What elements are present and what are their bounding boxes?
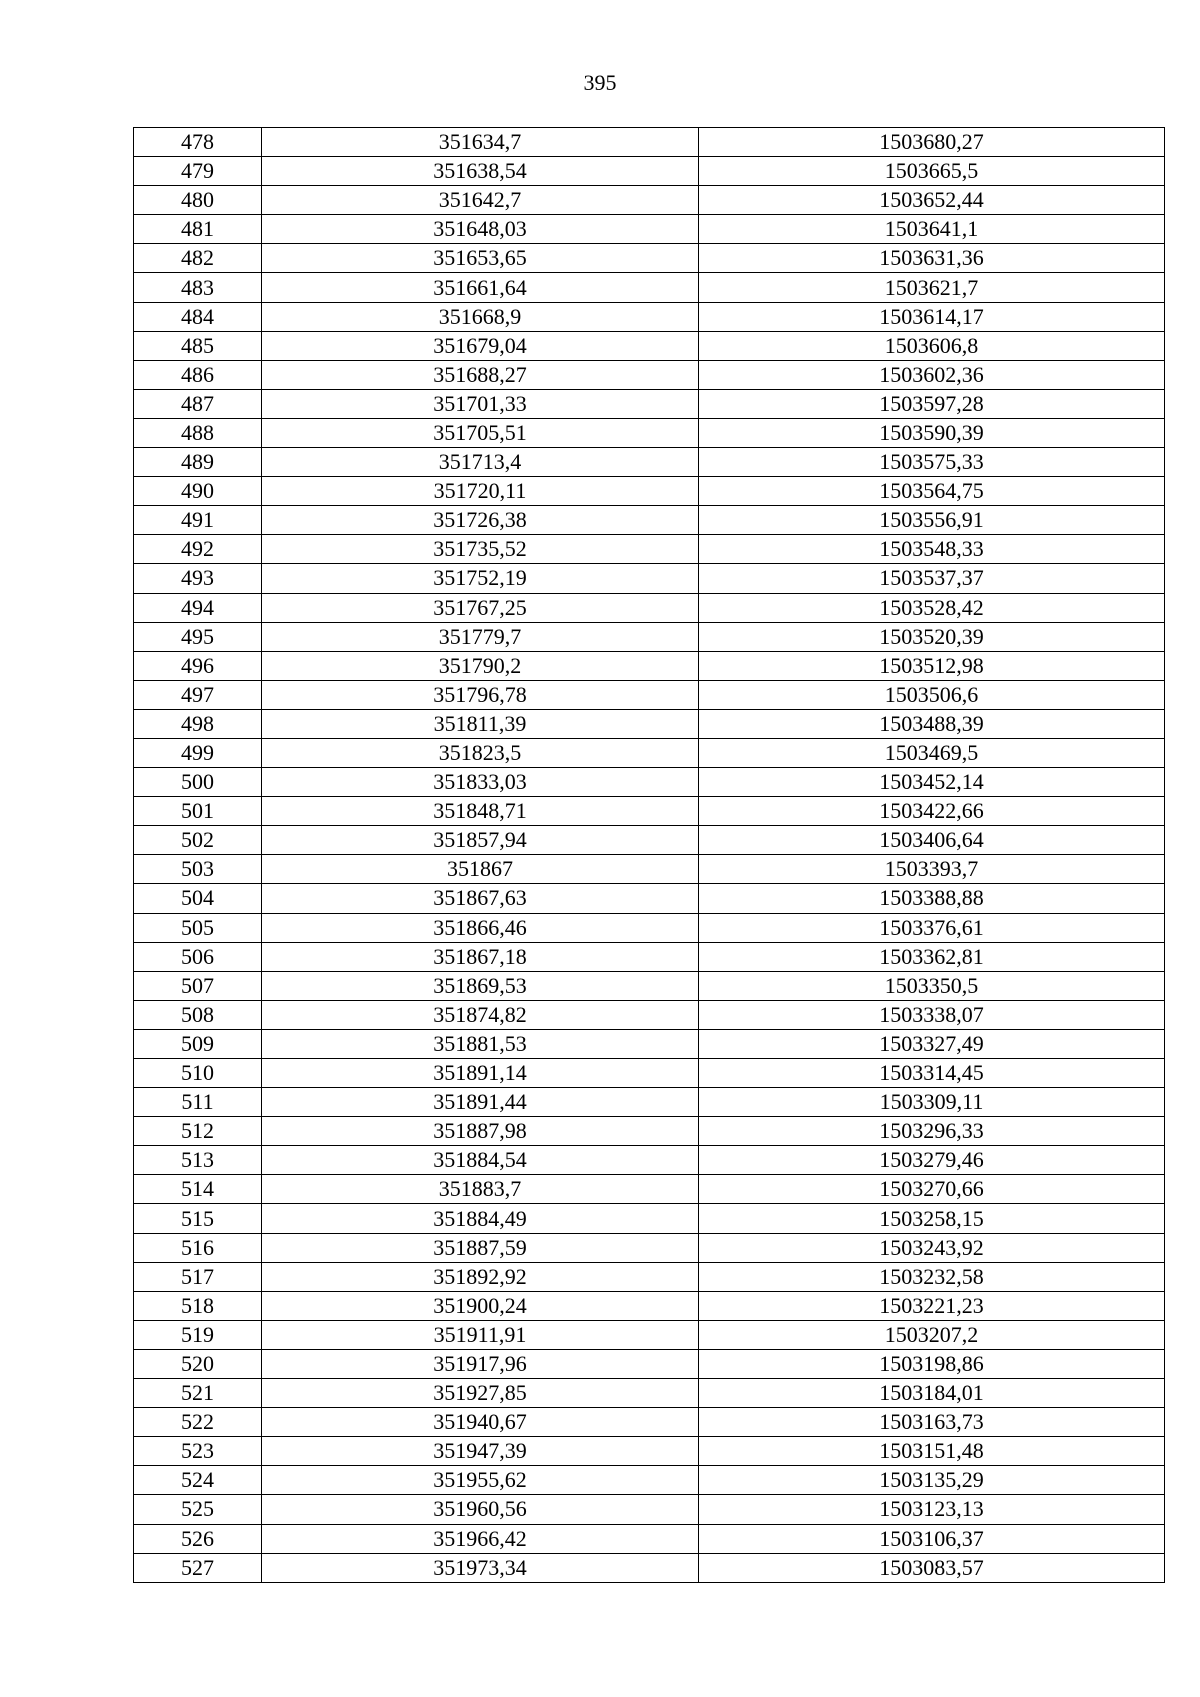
y-coordinate-cell: 1503506,6: [699, 680, 1165, 709]
y-coordinate-cell: 1503452,14: [699, 768, 1165, 797]
table-row: [134, 389, 1165, 418]
table-row: [134, 244, 1165, 273]
table-row: [134, 942, 1165, 971]
table-row: [134, 1204, 1165, 1233]
x-coordinate-cell: 351705,51: [262, 418, 699, 447]
point-number-cell: 501: [134, 797, 262, 826]
x-coordinate-cell: 351653,65: [262, 244, 699, 273]
y-coordinate-cell: 1503184,01: [699, 1379, 1165, 1408]
y-coordinate-cell: 1503528,42: [699, 593, 1165, 622]
y-coordinate-cell: 1503631,36: [699, 244, 1165, 273]
x-coordinate-cell: 351790,2: [262, 651, 699, 680]
point-number-cell: 489: [134, 448, 262, 477]
point-number-cell: 509: [134, 1029, 262, 1058]
y-coordinate-cell: 1503393,7: [699, 855, 1165, 884]
point-number-cell: 513: [134, 1146, 262, 1175]
table-row: [134, 1495, 1165, 1524]
point-number-cell: 506: [134, 942, 262, 971]
y-coordinate-cell: 1503309,11: [699, 1088, 1165, 1117]
x-coordinate-cell: 351688,27: [262, 360, 699, 389]
table-row: [134, 215, 1165, 244]
x-coordinate-cell: 351947,39: [262, 1437, 699, 1466]
x-coordinate-cell: 351887,98: [262, 1117, 699, 1146]
coordinates-table-body: [134, 128, 1165, 1583]
table-row: [134, 1524, 1165, 1553]
table-row: [134, 506, 1165, 535]
table-row: [134, 1175, 1165, 1204]
table-row: [134, 1320, 1165, 1349]
y-coordinate-cell: 1503279,46: [699, 1146, 1165, 1175]
x-coordinate-cell: 351874,82: [262, 1000, 699, 1029]
x-coordinate-cell: 351869,53: [262, 971, 699, 1000]
x-coordinate-cell: 351955,62: [262, 1466, 699, 1495]
point-number-cell: 505: [134, 913, 262, 942]
table-row: [134, 535, 1165, 564]
point-number-cell: 502: [134, 826, 262, 855]
y-coordinate-cell: 1503163,73: [699, 1408, 1165, 1437]
y-coordinate-cell: 1503198,86: [699, 1349, 1165, 1378]
x-coordinate-cell: 351726,38: [262, 506, 699, 535]
y-coordinate-cell: 1503243,92: [699, 1233, 1165, 1262]
x-coordinate-cell: 351866,46: [262, 913, 699, 942]
y-coordinate-cell: 1503388,88: [699, 884, 1165, 913]
table-row: [134, 1233, 1165, 1262]
table-row: [134, 768, 1165, 797]
coordinates-table: [133, 127, 1165, 1583]
point-number-cell: 487: [134, 389, 262, 418]
point-number-cell: 479: [134, 157, 262, 186]
table-row: [134, 1000, 1165, 1029]
x-coordinate-cell: 351892,92: [262, 1262, 699, 1291]
y-coordinate-cell: 1503422,66: [699, 797, 1165, 826]
x-coordinate-cell: 351634,7: [262, 128, 699, 157]
x-coordinate-cell: 351927,85: [262, 1379, 699, 1408]
y-coordinate-cell: 1503296,33: [699, 1117, 1165, 1146]
x-coordinate-cell: 351891,14: [262, 1059, 699, 1088]
y-coordinate-cell: 1503614,17: [699, 302, 1165, 331]
x-coordinate-cell: 351779,7: [262, 622, 699, 651]
table-row: [134, 477, 1165, 506]
x-coordinate-cell: 351638,54: [262, 157, 699, 186]
table-row: [134, 1379, 1165, 1408]
point-number-cell: 491: [134, 506, 262, 535]
point-number-cell: 527: [134, 1553, 262, 1582]
y-coordinate-cell: 1503548,33: [699, 535, 1165, 564]
y-coordinate-cell: 1503258,15: [699, 1204, 1165, 1233]
table-row: [134, 1146, 1165, 1175]
page-number: 395: [583, 70, 617, 95]
y-coordinate-cell: 1503207,2: [699, 1320, 1165, 1349]
point-number-cell: 482: [134, 244, 262, 273]
table-row: [134, 1262, 1165, 1291]
table-row: [134, 709, 1165, 738]
y-coordinate-cell: 1503680,27: [699, 128, 1165, 157]
y-coordinate-cell: 1503350,5: [699, 971, 1165, 1000]
table-row: [134, 448, 1165, 477]
table-row: [134, 913, 1165, 942]
x-coordinate-cell: 351884,54: [262, 1146, 699, 1175]
point-number-cell: 494: [134, 593, 262, 622]
y-coordinate-cell: 1503606,8: [699, 331, 1165, 360]
y-coordinate-cell: 1503621,7: [699, 273, 1165, 302]
x-coordinate-cell: 351833,03: [262, 768, 699, 797]
y-coordinate-cell: 1503083,57: [699, 1553, 1165, 1582]
x-coordinate-cell: 351642,7: [262, 186, 699, 215]
y-coordinate-cell: 1503270,66: [699, 1175, 1165, 1204]
x-coordinate-cell: 351891,44: [262, 1088, 699, 1117]
y-coordinate-cell: 1503520,39: [699, 622, 1165, 651]
point-number-cell: 481: [134, 215, 262, 244]
table-row: [134, 186, 1165, 215]
y-coordinate-cell: 1503512,98: [699, 651, 1165, 680]
y-coordinate-cell: 1503469,5: [699, 738, 1165, 767]
y-coordinate-cell: 1503665,5: [699, 157, 1165, 186]
point-number-cell: 504: [134, 884, 262, 913]
y-coordinate-cell: 1503602,36: [699, 360, 1165, 389]
point-number-cell: 511: [134, 1088, 262, 1117]
point-number-cell: 519: [134, 1320, 262, 1349]
table-row: [134, 651, 1165, 680]
point-number-cell: 493: [134, 564, 262, 593]
table-row: [134, 1117, 1165, 1146]
table-row: [134, 302, 1165, 331]
table-row: [134, 1553, 1165, 1582]
table-row: [134, 1088, 1165, 1117]
x-coordinate-cell: 351960,56: [262, 1495, 699, 1524]
y-coordinate-cell: 1503232,58: [699, 1262, 1165, 1291]
table-row: [134, 564, 1165, 593]
table-row: [134, 1291, 1165, 1320]
x-coordinate-cell: 351883,7: [262, 1175, 699, 1204]
table-row: [134, 797, 1165, 826]
x-coordinate-cell: 351701,33: [262, 389, 699, 418]
y-coordinate-cell: 1503362,81: [699, 942, 1165, 971]
x-coordinate-cell: 351796,78: [262, 680, 699, 709]
point-number-cell: 508: [134, 1000, 262, 1029]
y-coordinate-cell: 1503641,1: [699, 215, 1165, 244]
point-number-cell: 484: [134, 302, 262, 331]
point-number-cell: 497: [134, 680, 262, 709]
point-number-cell: 490: [134, 477, 262, 506]
x-coordinate-cell: 351900,24: [262, 1291, 699, 1320]
point-number-cell: 514: [134, 1175, 262, 1204]
x-coordinate-cell: 351867,63: [262, 884, 699, 913]
point-number-cell: 517: [134, 1262, 262, 1291]
x-coordinate-cell: 351867,18: [262, 942, 699, 971]
x-coordinate-cell: 351881,53: [262, 1029, 699, 1058]
y-coordinate-cell: 1503314,45: [699, 1059, 1165, 1088]
x-coordinate-cell: 351661,64: [262, 273, 699, 302]
x-coordinate-cell: 351973,34: [262, 1553, 699, 1582]
y-coordinate-cell: 1503556,91: [699, 506, 1165, 535]
table-row: [134, 971, 1165, 1000]
y-coordinate-cell: 1503327,49: [699, 1029, 1165, 1058]
table-row: [134, 593, 1165, 622]
point-number-cell: 512: [134, 1117, 262, 1146]
point-number-cell: 498: [134, 709, 262, 738]
point-number-cell: 526: [134, 1524, 262, 1553]
point-number-cell: 495: [134, 622, 262, 651]
x-coordinate-cell: 351668,9: [262, 302, 699, 331]
table-row: [134, 1029, 1165, 1058]
x-coordinate-cell: 351966,42: [262, 1524, 699, 1553]
table-row: [134, 360, 1165, 389]
y-coordinate-cell: 1503564,75: [699, 477, 1165, 506]
table-row: [134, 855, 1165, 884]
point-number-cell: 518: [134, 1291, 262, 1320]
x-coordinate-cell: 351887,59: [262, 1233, 699, 1262]
y-coordinate-cell: 1503151,48: [699, 1437, 1165, 1466]
x-coordinate-cell: 351917,96: [262, 1349, 699, 1378]
point-number-cell: 480: [134, 186, 262, 215]
table-row: [134, 738, 1165, 767]
table-row: [134, 331, 1165, 360]
point-number-cell: 523: [134, 1437, 262, 1466]
x-coordinate-cell: 351735,52: [262, 535, 699, 564]
x-coordinate-cell: 351867: [262, 855, 699, 884]
x-coordinate-cell: 351752,19: [262, 564, 699, 593]
point-number-cell: 516: [134, 1233, 262, 1262]
y-coordinate-cell: 1503135,29: [699, 1466, 1165, 1495]
point-number-cell: 520: [134, 1349, 262, 1378]
x-coordinate-cell: 351857,94: [262, 826, 699, 855]
point-number-cell: 524: [134, 1466, 262, 1495]
y-coordinate-cell: 1503221,23: [699, 1291, 1165, 1320]
y-coordinate-cell: 1503338,07: [699, 1000, 1165, 1029]
table-row: [134, 622, 1165, 651]
point-number-cell: 478: [134, 128, 262, 157]
point-number-cell: 492: [134, 535, 262, 564]
x-coordinate-cell: 351648,03: [262, 215, 699, 244]
x-coordinate-cell: 351767,25: [262, 593, 699, 622]
y-coordinate-cell: 1503537,37: [699, 564, 1165, 593]
y-coordinate-cell: 1503376,61: [699, 913, 1165, 942]
y-coordinate-cell: 1503406,64: [699, 826, 1165, 855]
table-row: [134, 1466, 1165, 1495]
point-number-cell: 507: [134, 971, 262, 1000]
x-coordinate-cell: 351911,91: [262, 1320, 699, 1349]
table-row: [134, 418, 1165, 447]
table-row: [134, 1349, 1165, 1378]
table-row: [134, 826, 1165, 855]
x-coordinate-cell: 351940,67: [262, 1408, 699, 1437]
point-number-cell: 488: [134, 418, 262, 447]
y-coordinate-cell: 1503488,39: [699, 709, 1165, 738]
x-coordinate-cell: 351811,39: [262, 709, 699, 738]
table-row: [134, 680, 1165, 709]
point-number-cell: 503: [134, 855, 262, 884]
point-number-cell: 515: [134, 1204, 262, 1233]
point-number-cell: 486: [134, 360, 262, 389]
point-number-cell: 496: [134, 651, 262, 680]
y-coordinate-cell: 1503590,39: [699, 418, 1165, 447]
x-coordinate-cell: 351848,71: [262, 797, 699, 826]
point-number-cell: 485: [134, 331, 262, 360]
point-number-cell: 510: [134, 1059, 262, 1088]
table-row: [134, 157, 1165, 186]
table-row: [134, 273, 1165, 302]
y-coordinate-cell: 1503575,33: [699, 448, 1165, 477]
y-coordinate-cell: 1503597,28: [699, 389, 1165, 418]
point-number-cell: 483: [134, 273, 262, 302]
table-row: [134, 1408, 1165, 1437]
point-number-cell: 521: [134, 1379, 262, 1408]
table-row: [134, 1437, 1165, 1466]
x-coordinate-cell: 351713,4: [262, 448, 699, 477]
x-coordinate-cell: 351823,5: [262, 738, 699, 767]
y-coordinate-cell: 1503123,13: [699, 1495, 1165, 1524]
point-number-cell: 500: [134, 768, 262, 797]
x-coordinate-cell: 351884,49: [262, 1204, 699, 1233]
x-coordinate-cell: 351720,11: [262, 477, 699, 506]
table-row: [134, 884, 1165, 913]
table-row: [134, 1059, 1165, 1088]
point-number-cell: 525: [134, 1495, 262, 1524]
table-row: [134, 128, 1165, 157]
y-coordinate-cell: 1503652,44: [699, 186, 1165, 215]
point-number-cell: 522: [134, 1408, 262, 1437]
y-coordinate-cell: 1503106,37: [699, 1524, 1165, 1553]
point-number-cell: 499: [134, 738, 262, 767]
x-coordinate-cell: 351679,04: [262, 331, 699, 360]
